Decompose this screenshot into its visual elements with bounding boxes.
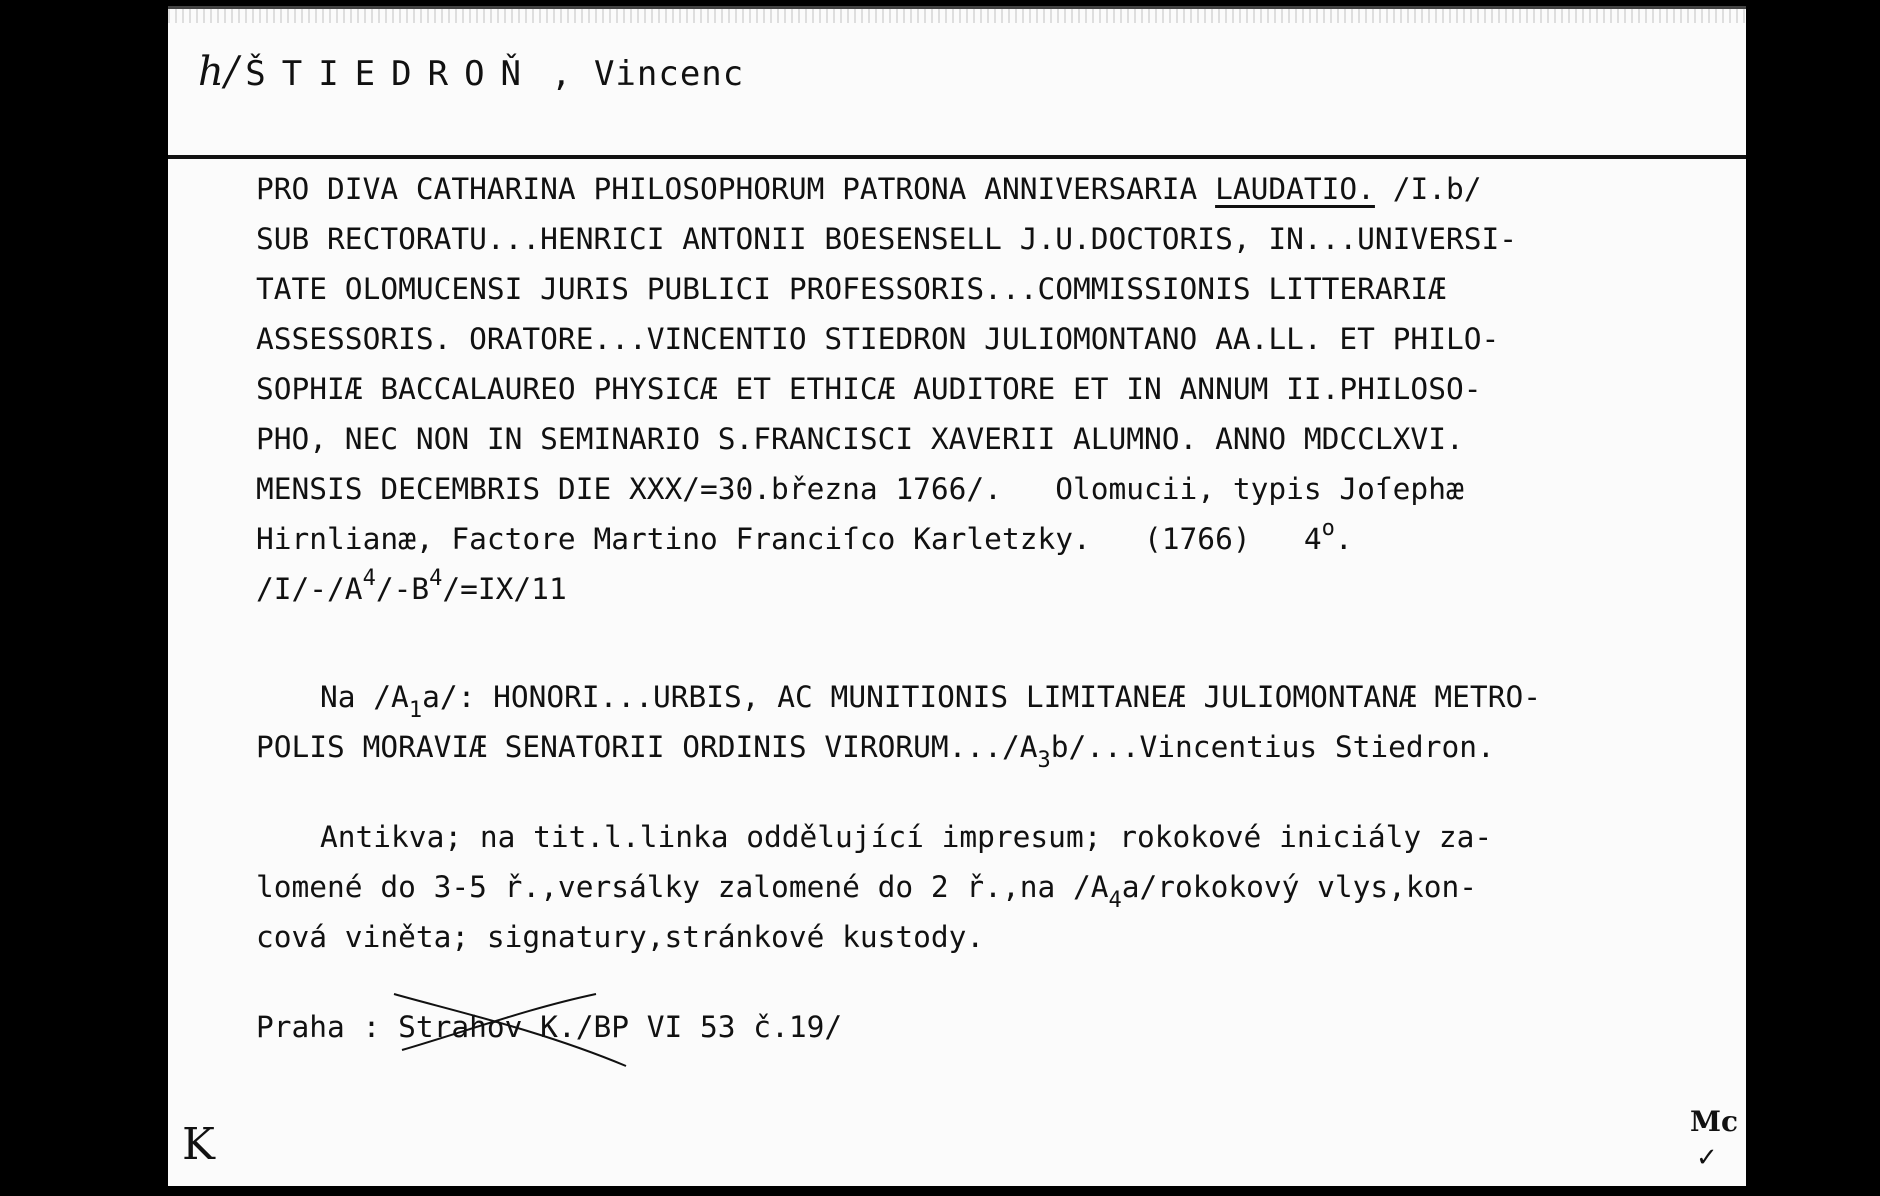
title-line: SOPHIÆ BACCALAUREO PHYSICÆ ET ETHICÆ AUDITORE ET IN ANNUM II.PHILOSO- xyxy=(256,372,1482,406)
collation-line: $/I/-/A^4/-B^4/=IX/11$ xyxy=(256,566,567,606)
title-line: PRO DIVA CATHARINA PHILOSOPHORUM PATRONA ANNIVERSARIA LAUDATIO. /I.b/ xyxy=(256,172,1482,206)
underlined-word: LAUDATIO. xyxy=(1215,172,1375,206)
format-degree: o xyxy=(1321,516,1335,541)
card-body xyxy=(256,164,1666,1052)
dedication-line: Na $/A_1a/$: HONORI...URBIS, AC MUNITIONIS LIMITANEÆ JULIOMONTANÆ METRO- xyxy=(320,680,1541,723)
title-line: Hirnlianæ, Factore Martino Franciſco Karletzky. (1766) 4$^o$. xyxy=(256,516,1353,556)
location-prefix: Praha : xyxy=(256,1010,399,1044)
corner-initial-right: Mc xyxy=(1690,1105,1739,1138)
shelfmark: /BP VI 53 č.19/ xyxy=(575,1010,843,1044)
title-line: MENSIS DECEMBRIS DIE XXX/=30.března 1766/. Olomucii, typis Joſephæ xyxy=(256,472,1464,506)
description-line: lomené do 3-5 ř.,versálky zalomené do 2 ř.,na $/A_4a$/rokokový vlys,kon- xyxy=(256,870,1477,913)
check-icon: ✓ xyxy=(1696,1143,1718,1173)
description-line: Antikva; na tit.l.linka oddělující impresum; rokokové iniciály za- xyxy=(320,820,1493,854)
card-heading xyxy=(198,49,744,139)
author-given-name: , Vincenc xyxy=(551,54,745,94)
dedication-line: POLIS MORAVIÆ SENATORII ORDINIS $VIRORUM.../A_3b/...Vincentius$ Stiedron. xyxy=(256,730,1495,773)
corner-initial-left: K xyxy=(182,1119,215,1170)
scan-artifact-top xyxy=(168,9,1746,23)
title-line: PHO, NEC NON IN SEMINARIO S.FRANCISCI XAVERII ALUMNO. ANNO MDCCLXVI. xyxy=(256,422,1464,456)
catalog-card xyxy=(168,6,1746,1186)
author-surname: ŠTIEDROŇ xyxy=(245,54,538,94)
strikethrough-mark xyxy=(390,990,630,1070)
struck-location: Strahov K. xyxy=(398,1002,576,1052)
heading-rule xyxy=(168,155,1746,159)
location-line xyxy=(256,1002,1666,1052)
title-line: TATE OLOMUCENSI JURIS PUBLICI PROFESSORIS...COMMISSIONIS LITTERARIÆ xyxy=(256,272,1446,306)
hand-mark: h/ xyxy=(198,49,240,95)
title-line: ASSESSORIS. ORATORE...VINCENTIO STIEDRON JULIOMONTANO AA.LL. ET PHILO- xyxy=(256,322,1500,356)
title-line: SUB RECTORATU...HENRICI ANTONII BOESENSELL J.U.DOCTORIS, IN...UNIVERSI- xyxy=(256,222,1517,256)
description-line: cová viněta; signatury,stránkové kustody. xyxy=(256,920,985,954)
